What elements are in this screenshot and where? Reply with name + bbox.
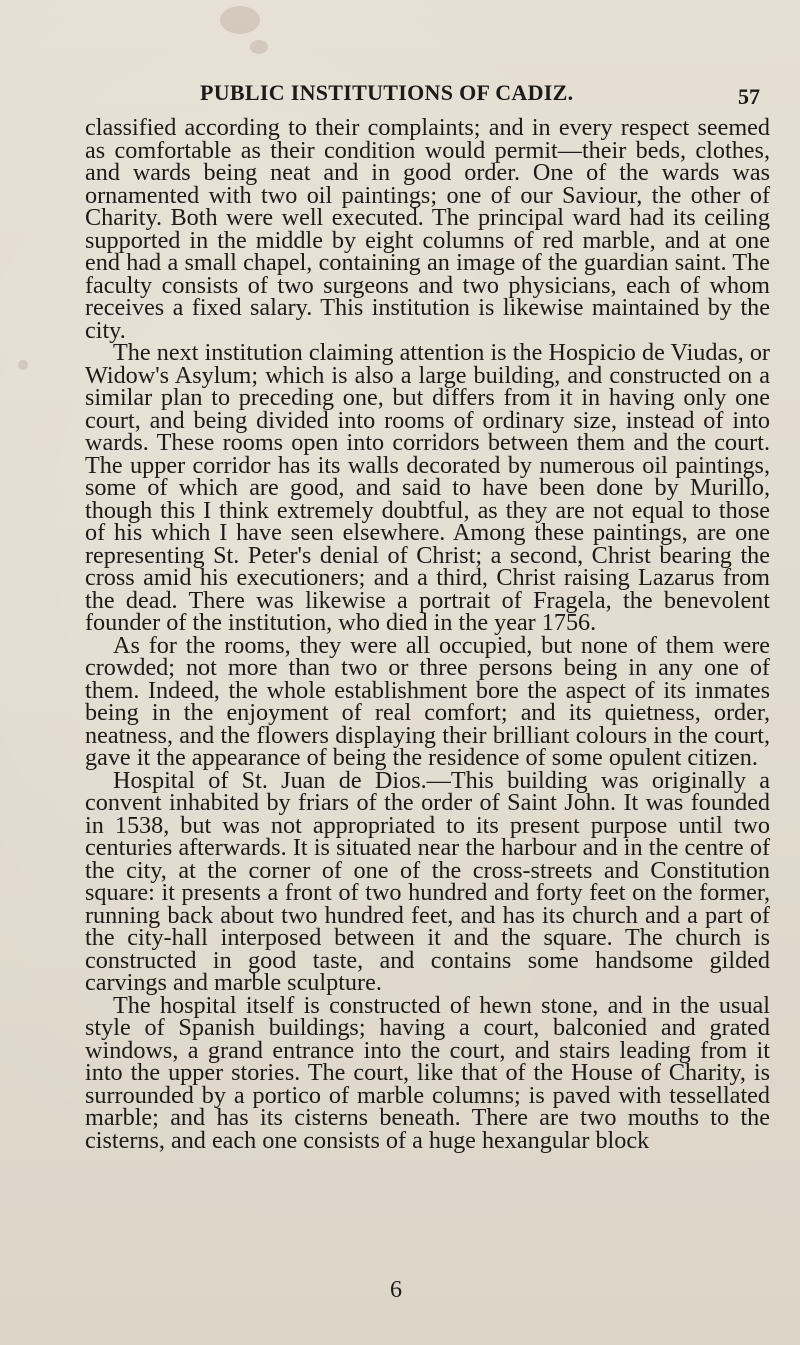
paragraph: The next institution claiming attention is the Hospicio de Viudas, or Widow's Asylum; which is also a large building, and constructed on a similar plan to preceding one, but differs from it in having only one court, and being divided into rooms of ordinary size, instead of into wards. These rooms open into corridors between them and the court. The upper corridor has its walls decorated by numerous oil paintings, some of which are good, and said to have been done by Murillo, though this I think extremely doubtful, as they are not equal to those of his which I have seen elsewhere. Among these paintings, are one representing St. Peter's denial of Christ; a second, Christ bearing the cross amid his executioners; and a third, Christ raising Lazarus from the dead. There was likewise a portrait of Fragela, the benevolent founder of the institution, who died in the year 1756. — [85, 339, 770, 636]
page-number: 57 — [738, 84, 760, 109]
paragraph: The hospital itself is constructed of hewn stone, and in the usual style of Spanish buildings; having a court, balconied and grated windows, a grand entrance into the court, and stairs leading from it into the upper stories. The court, like that of the House of Charity, is surrounded by a portico of marble columns; is paved with tessellated marble; and has its cisterns beneath. There are two mouths to the cisterns, and each one consists of a huge hexangular block — [85, 991, 770, 1154]
paragraph: As for the rooms, they were all occupied, but none of them were crowded; not more than two or three persons being in any one of them. Indeed, the whole establishment bore the aspect of its inmates being in the enjoyment of real comfort; and its quietness, order, neatness, and the flowers displaying their brilliant colours in the court, gave it the appearance of being the residence of some opulent citizen. — [85, 631, 770, 771]
paper-stain — [18, 360, 28, 370]
paper-stain — [220, 6, 260, 34]
paragraph: Hospital of St. Juan de Dios.—This building was originally a convent inhabited by friars of the order of Saint John. It was founded in 1538, but was not appropriated to its present purpose until two centuries afterwards. It is situated near the harbour and in the centre of the city, at the corner of one of the cross-streets and Constitution square: it presents a front of two hundred and forty feet on the former, running back about two hundred feet, and has its church and a part of the city-hall interposed between it and the square. The church is constructed in good taste, and contains some handsome gilded carvings and marble sculpture. — [85, 766, 770, 996]
paper-stain — [250, 40, 268, 54]
body-text — [85, 114, 770, 1154]
page-header — [200, 80, 760, 110]
running-head: PUBLIC INSTITUTIONS OF CADIZ. — [200, 80, 574, 105]
signature-mark: 6 — [390, 1277, 402, 1303]
paragraph: classified according to their complaints; and in every respect seemed as comfortable as their condition would permit—their beds, clothes, and wards being neat and in good order. One of the wards was ornamented with two oil paintings; one of our Saviour, the other of Charity. Both were well executed. The principal ward had its ceiling supported in the middle by eight columns of red marble, and at one end had a small chapel, containing an image of the guardian saint. The faculty consists of two surgeons and two physicians, each of whom receives a fixed salary. This institution is likewise maintained by the city. — [85, 114, 770, 344]
